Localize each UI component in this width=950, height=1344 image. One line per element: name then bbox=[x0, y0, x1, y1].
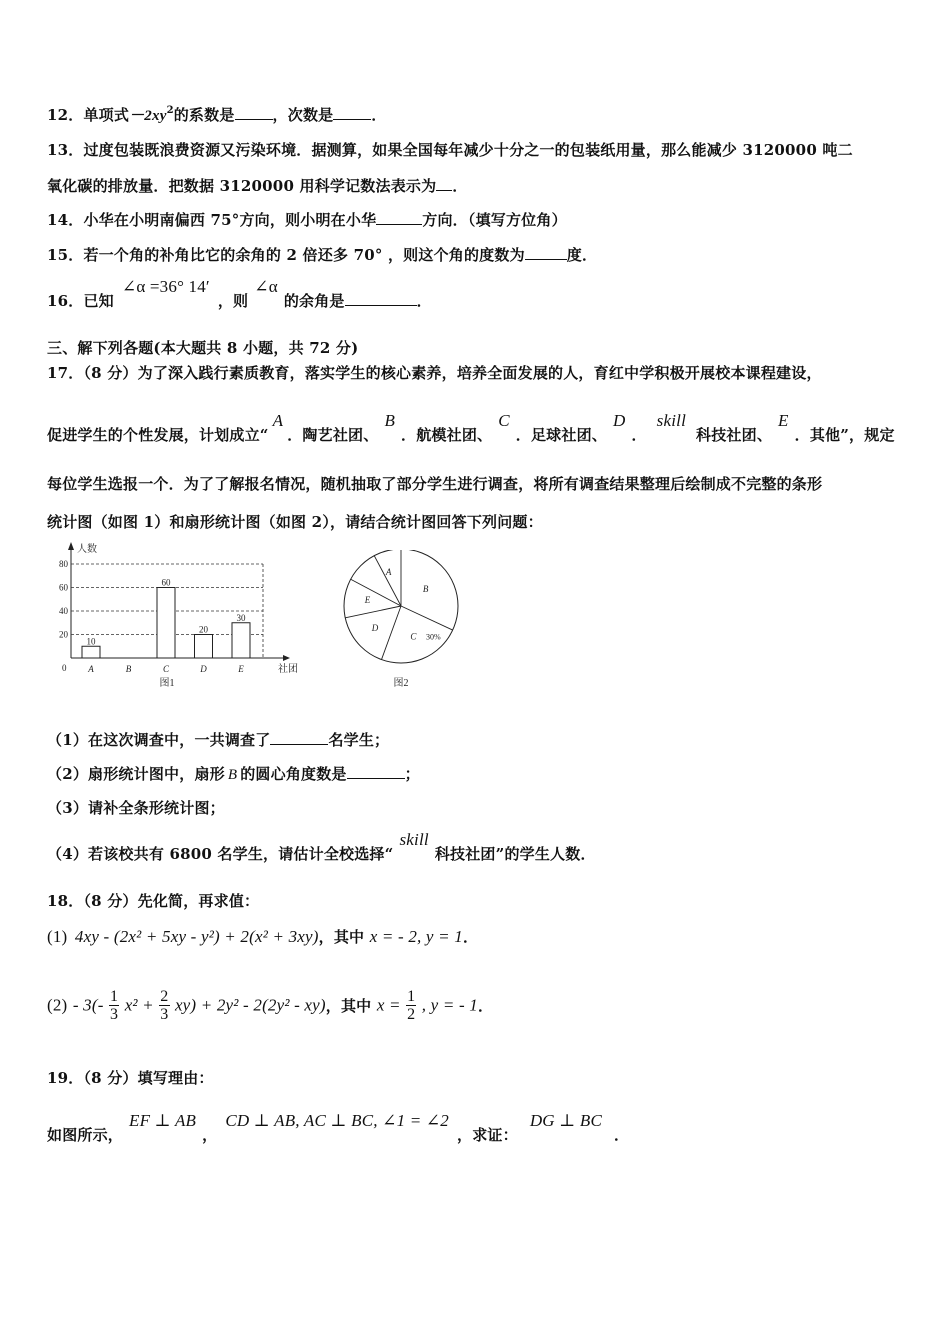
q16-angle-expression: ∠α =36° 14′ bbox=[121, 277, 210, 296]
bar-chart-figure-1 bbox=[45, 540, 315, 690]
club-d-letter: D bbox=[612, 411, 626, 430]
part2-condition-start: x = bbox=[376, 995, 401, 1015]
part2-where: ，其中 bbox=[325, 997, 372, 1015]
sub4-text-post: 科技社团”的学生人数． bbox=[434, 845, 596, 863]
question-13-line2 bbox=[47, 175, 468, 196]
q12-text-sep: ，次数是 bbox=[272, 106, 334, 124]
y-axis-arrow bbox=[68, 542, 74, 550]
bar-D bbox=[195, 635, 213, 659]
club-d-text: ． bbox=[631, 426, 647, 444]
figure-caption: 图2 bbox=[393, 678, 409, 689]
x-axis-label: 社团 bbox=[278, 664, 298, 675]
club-e-letter: E bbox=[778, 411, 789, 430]
q17-text: 促进学生的个性发展，计划成立“ bbox=[47, 426, 269, 444]
q19-comma: ， bbox=[202, 1126, 218, 1144]
answer-blank bbox=[436, 176, 452, 191]
q16-end: ． bbox=[416, 292, 432, 310]
sub1-text-post: 名学生； bbox=[328, 731, 390, 749]
club-c-text: ．足球社团、 bbox=[515, 426, 607, 444]
part2-condition-end: , y = - 1 bbox=[421, 995, 479, 1015]
sub4-skill-word: skill bbox=[399, 830, 429, 849]
fraction-one-third bbox=[109, 988, 119, 1023]
q12-end: ． bbox=[371, 106, 387, 124]
y-tick-label: 40 bbox=[59, 606, 68, 616]
part2-label: (2) bbox=[47, 995, 68, 1015]
part1-end: ． bbox=[462, 928, 479, 946]
q19-text: 如图所示， bbox=[47, 1126, 124, 1144]
club-a-letter: A bbox=[272, 411, 284, 430]
bar-C bbox=[157, 588, 175, 659]
part1-where: ，其中 bbox=[318, 928, 365, 946]
q14-text: 14．小华在小明南偏西 75°方向，则小明在小华 bbox=[47, 211, 377, 229]
q19-condition-ef-ab: EF ⊥ AB bbox=[129, 1111, 197, 1130]
question-17-line3: 每位学生选报一个．为了了解报名情况，随机抽取了部分学生进行调查，将所有调查结果整理后绘制成不完整的条形 bbox=[47, 475, 823, 493]
club-e-text: ．其他”，规定 bbox=[794, 426, 895, 444]
answer-blank bbox=[345, 291, 417, 306]
club-b-letter: B bbox=[384, 411, 396, 430]
x-axis-arrow bbox=[283, 655, 290, 661]
question-19-statement bbox=[47, 1111, 630, 1145]
question-19-title: 19．（8 分）填写理由： bbox=[47, 1069, 214, 1087]
q12-text: 单项式 bbox=[83, 106, 130, 124]
section-heading: 三、解下列各题(本大题共 8 小题，共 72 分) bbox=[47, 339, 359, 357]
q16-text-post: 的余角是 bbox=[283, 292, 345, 310]
x-tick-label: C bbox=[162, 664, 170, 674]
part2-end: ． bbox=[478, 997, 494, 1015]
pie-chart-figure-2 bbox=[340, 550, 470, 690]
slice-percent-label: 30% bbox=[426, 632, 441, 642]
answer-blank bbox=[347, 764, 405, 779]
question-17-sub1 bbox=[47, 729, 389, 750]
question-18-title: 18．（8 分）先化简，再求值： bbox=[47, 892, 260, 910]
part1-expression: 4xy - (2x² + 5xy - y²) + 2(x² + 3xy) bbox=[74, 927, 319, 946]
question-18-part1 bbox=[47, 926, 478, 947]
q19-prove-text: ，求证： bbox=[457, 1126, 518, 1144]
q19-goal: DG ⊥ BC bbox=[529, 1111, 602, 1130]
y-axis-label: 人数 bbox=[77, 544, 97, 555]
question-17-line4: 统计图（如图 1）和扇形统计图（如图 2），请结合统计图回答下列问题： bbox=[47, 513, 543, 531]
part2-expr-end: xy) + 2y² - 2(2y² - xy) bbox=[174, 995, 326, 1015]
fraction-one-half bbox=[406, 988, 416, 1023]
x-tick-label: B bbox=[125, 664, 132, 674]
q15-text: 15．若一个角的补角比它的余角的 2 倍还多 70° ，则这个角的度数为 bbox=[47, 246, 525, 264]
sub1-text: （1）在这次调查中，一共调查了 bbox=[47, 731, 271, 749]
question-17-sub2 bbox=[47, 763, 420, 784]
answer-blank bbox=[270, 730, 328, 745]
question-18-part2 bbox=[47, 988, 493, 1023]
q16-text: 16．已知 bbox=[47, 292, 114, 310]
part1-label: (1) bbox=[47, 927, 68, 946]
club-skill-text: 科技社团、 bbox=[696, 426, 773, 444]
question-17-line2 bbox=[47, 411, 895, 445]
question-17-sub3: （3）请补全条形统计图； bbox=[47, 799, 225, 817]
y-tick-label: 20 bbox=[59, 629, 68, 640]
slice-label-C: C bbox=[410, 631, 417, 642]
question-16 bbox=[47, 277, 432, 311]
club-skill-word: skill bbox=[656, 411, 687, 430]
question-14 bbox=[47, 209, 567, 230]
slice-label-B: B bbox=[422, 583, 429, 594]
question-15 bbox=[47, 244, 597, 265]
question-17-line1: 17．（8 分）为了深入践行素质教育，落实学生的核心素养，培养全面发展的人，育红中学积极开展校本课程建设， bbox=[47, 364, 822, 382]
sub2-b-letter: B bbox=[227, 767, 238, 783]
fraction-numerator: 1 bbox=[407, 988, 416, 1005]
q14-text-post: 方向．（填写方位角） bbox=[422, 211, 567, 229]
club-b-text: ．航模社团、 bbox=[401, 426, 493, 444]
answer-blank bbox=[525, 245, 567, 260]
question-13-line1: 13．过度包装既浪费资源又污染环境．据测算，如果全国每年减少十分之一的包装纸用量，那么能减少 3120000 吨二 bbox=[47, 141, 853, 159]
y-tick-label: 60 bbox=[59, 582, 68, 593]
q16-text-mid: ，则 bbox=[217, 292, 249, 310]
q13-end: ． bbox=[452, 177, 468, 195]
slice-label-E: E bbox=[364, 595, 371, 606]
fraction-denominator: 3 bbox=[110, 1006, 119, 1023]
q12-exponent: 2 bbox=[166, 105, 174, 116]
sub2-text-post: 的圆心角度数是 bbox=[240, 765, 347, 783]
sub4-text: （4）若该校共有 6800 名学生，请估计全校选择“ bbox=[47, 845, 394, 863]
part2-expr-mid: x² + bbox=[124, 995, 154, 1015]
q16-angle: ∠α bbox=[254, 277, 278, 296]
answer-blank bbox=[376, 210, 422, 225]
part1-condition: x = - 2, y = 1 bbox=[369, 927, 463, 946]
x-tick-label: A bbox=[88, 664, 94, 674]
club-a-text: ．陶艺社团、 bbox=[287, 426, 379, 444]
sub2-end: ； bbox=[404, 765, 420, 783]
bar-E bbox=[232, 623, 250, 658]
fraction-numerator: 1 bbox=[110, 988, 119, 1005]
q13-text: 氧化碳的排放量．把数据 3120000 用科学记数法表示为 bbox=[47, 177, 437, 195]
y-tick-label: 80 bbox=[59, 559, 68, 569]
question-12 bbox=[47, 104, 387, 125]
question-number: 12． bbox=[47, 106, 84, 124]
fraction-two-thirds bbox=[159, 988, 169, 1023]
figure-caption: 图1 bbox=[159, 678, 175, 689]
q19-conditions: CD ⊥ AB, AC ⊥ BC, ∠1 = ∠2 bbox=[225, 1111, 449, 1130]
answer-blank bbox=[333, 105, 371, 120]
sub2-text: （2）扇形统计图中，扇形 bbox=[47, 765, 225, 783]
club-c-letter: C bbox=[498, 411, 510, 430]
x-tick-label: E bbox=[238, 664, 244, 674]
bar-data-label: 60 bbox=[161, 577, 171, 588]
bar-data-label: 20 bbox=[199, 624, 208, 635]
q15-text-post: 度． bbox=[566, 246, 598, 264]
bar-A bbox=[82, 646, 100, 658]
bar-data-label: 30 bbox=[236, 612, 246, 623]
slice-label-A: A bbox=[385, 567, 392, 578]
q12-text-mid: 的系数是 bbox=[173, 106, 235, 124]
bar-data-label: 10 bbox=[86, 636, 96, 647]
fraction-numerator: 2 bbox=[160, 988, 169, 1005]
q12-expression: －2xy bbox=[129, 108, 167, 124]
origin-label: 0 bbox=[62, 663, 67, 673]
slice-label-D: D bbox=[371, 622, 379, 633]
question-17-sub4 bbox=[47, 830, 596, 864]
part2-expr-start: - 3(- bbox=[72, 995, 104, 1015]
x-tick-label: D bbox=[200, 664, 207, 674]
answer-blank bbox=[235, 105, 273, 120]
fraction-denominator: 2 bbox=[407, 1006, 416, 1023]
q19-end: ． bbox=[613, 1126, 630, 1144]
fraction-denominator: 3 bbox=[160, 1006, 169, 1023]
